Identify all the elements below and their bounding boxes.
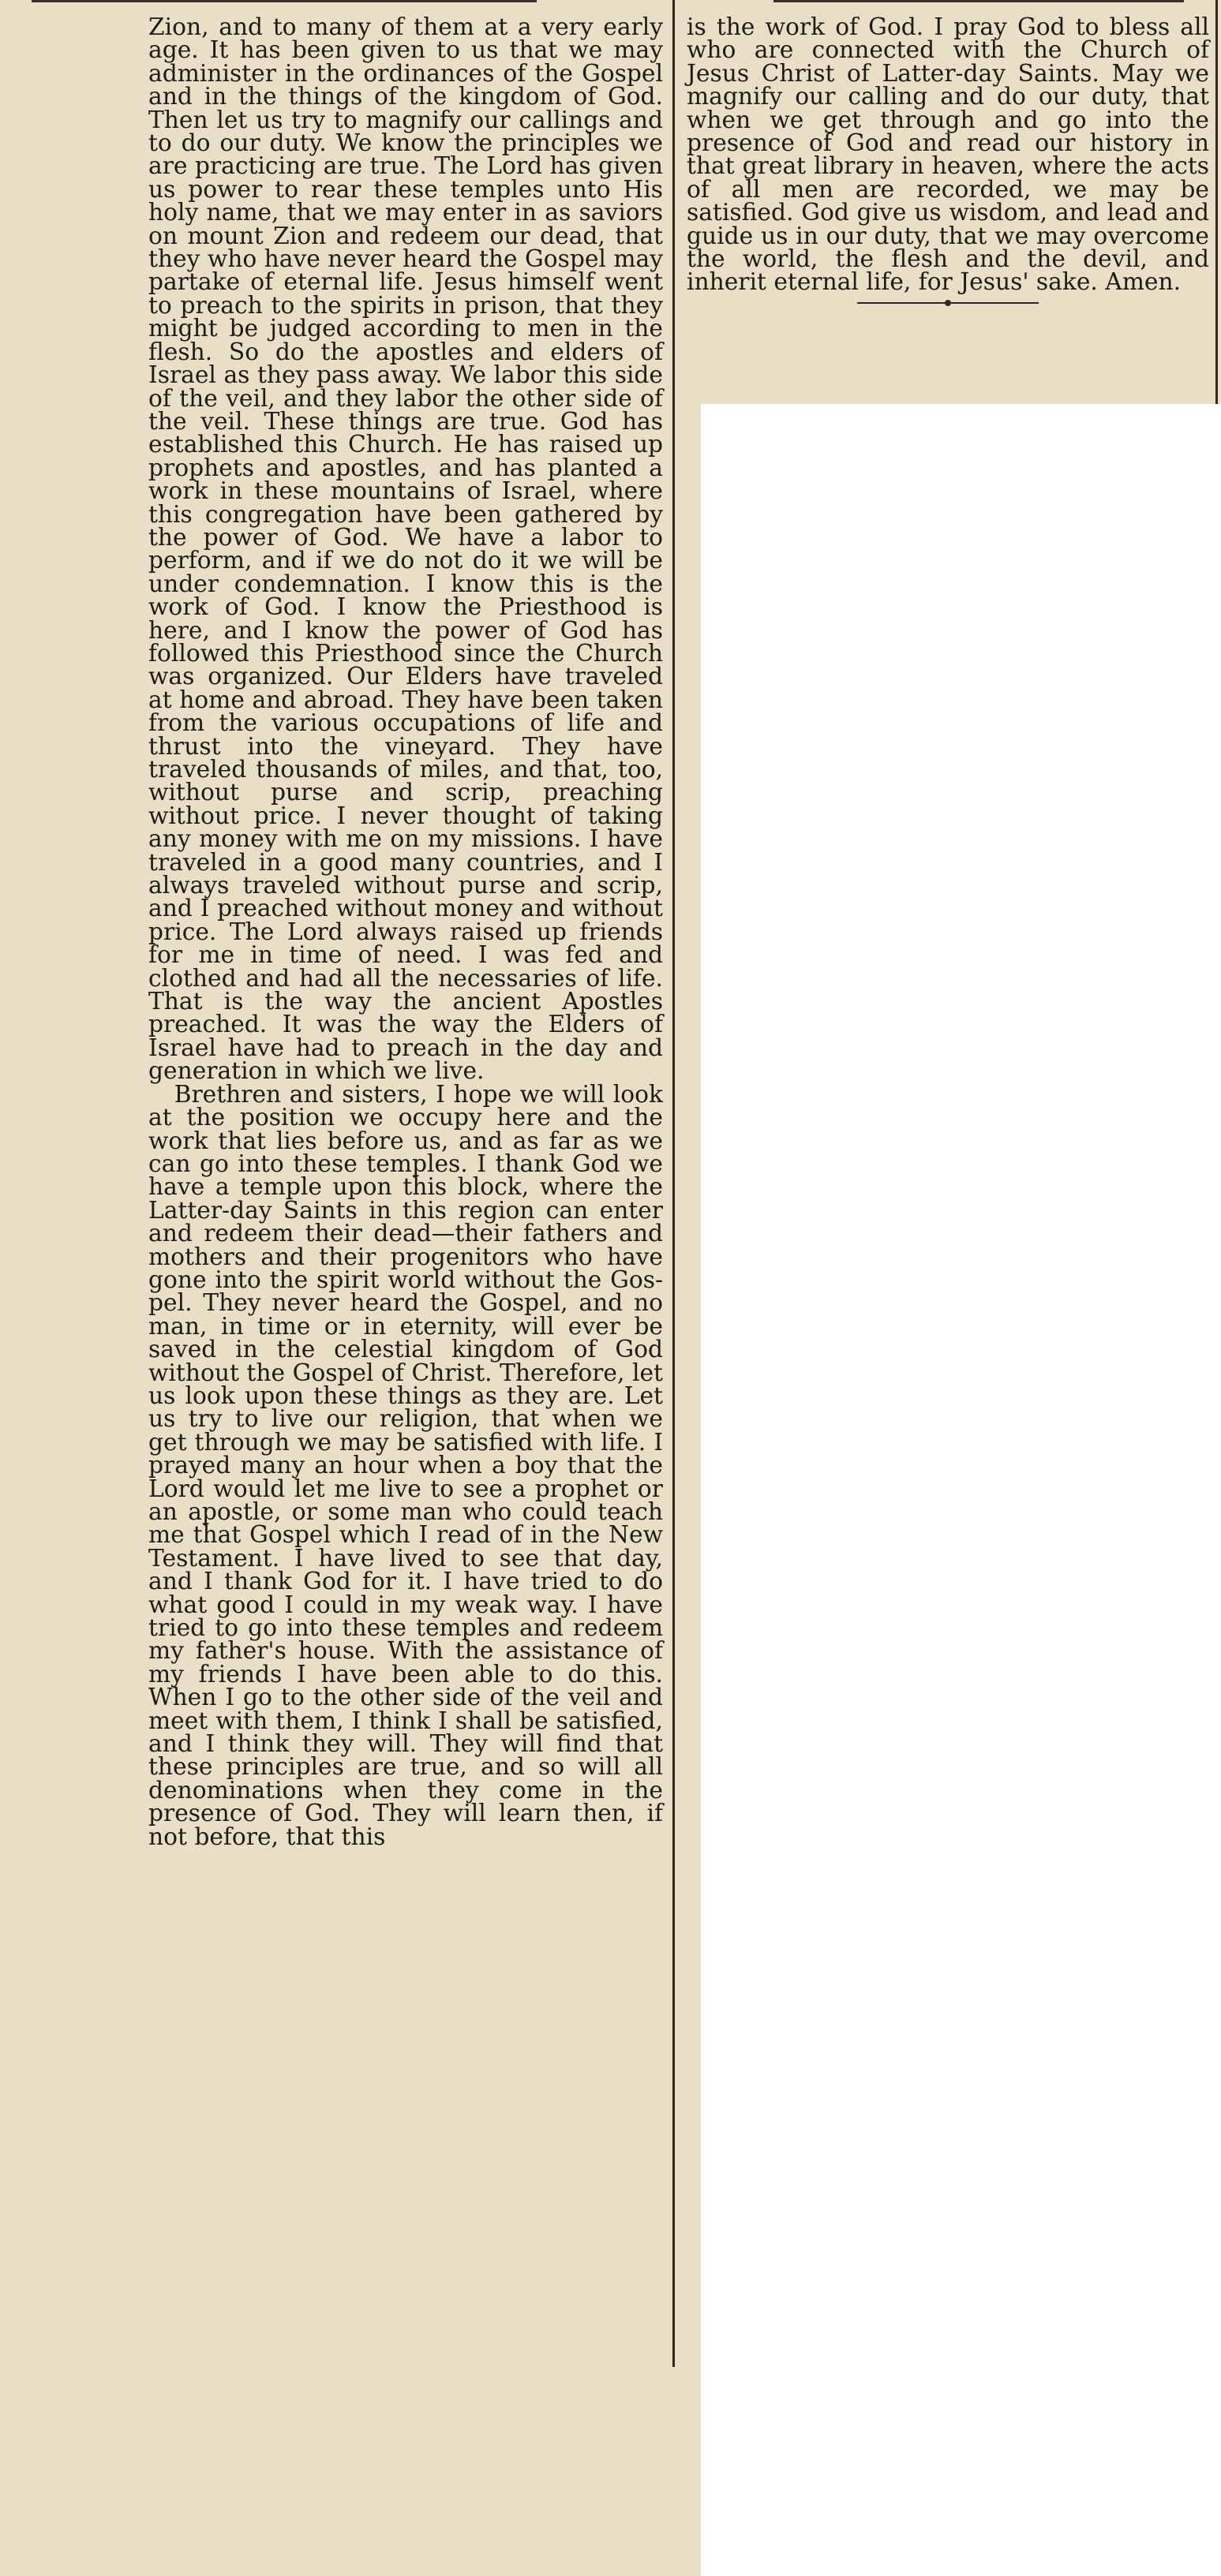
end-ornament-rule bbox=[857, 302, 1039, 304]
right-column-border bbox=[1215, 0, 1218, 404]
top-rule-right bbox=[773, 0, 1184, 2]
paragraph: Brethren and sisters, I hope we will look at the position we occupy here and the work that lies before us, and as far as we can go into these temples. I thank God we have a temple upon this block, where the Latter-day Saints in this region can enter and redeem their dead—their fathers and mothers and their progenitors who have gone into the spirit world without the Gospel. They never heard the Gospel, and no man, in time or in eternity, will ever be saved in the celestial kingdom of God without the Gospel of Christ. Therefore, let us look upon these things as they are. Let us try to live our religion, that when we get through we may be satisfied with life. I prayed many an hour when a boy that the Lord would let me live to see a prophet or an apostle, or some man who could teach me that Gospel which I read of in the New Testament. I have lived to see that day, and I thank God for it. I have tried to do what good I could in my weak way. I have tried to go into these temples and redeem my father's house. With the assistance of my friends I have been able to do this. When I go to the other side of the veil and meet with them, I think I shall be satisfied, and I think they will. They will find that these principles are true, and so will all denominations when they come in the presence of God. They will learn then, if not before, that this bbox=[148, 1080, 663, 1851]
text-column-right bbox=[687, 13, 1209, 304]
paragraph: is the work of God. I pray God to bless all who are connected with the Church of Jesus Christ of Latter-day Saints. May we magnify our calling and do our duty, that when we get through and go into the presence of God and read our history in that great library in heaven, where the acts of all men are recorded, we may be satisfied. God give us wisdom, and lead and guide us in our duty, that we may overcome the world, the flesh and the devil, and inherit eternal life, for Jesus' sake. Amen. bbox=[687, 13, 1209, 297]
top-rule-left bbox=[32, 0, 537, 2]
text-column-left bbox=[148, 13, 663, 1851]
paragraph: Zion, and to many of them at a very early age. It has been given to us that we may administer in the ordinances of the Gospel and in the things of the kingdom of God. Then let us try to magnify our callings and to do our duty. We know the principles we are practicing are true. The Lord has given us power to rear these temples unto His holy name, that we may enter in as saviors on mount Zion and redeem our dead, that they who have never heard the Gospel may partake of eternal life. Jesus himself went to preach to the spirits in prison, that they might be judged according to men in the flesh. So do the apostles and elders of Israel as they pass away. We labor this side of the veil, and they labor the other side of the veil. These things are true. God has established this Church. He has raised up prophets and apostles, and has planted a work in these mountains of Israel, where this congregation have been gathered by the power of God. We have a labor to perform, and if we do not do it we will be under condemnation. I know this is the work of God. I know the Priesthood is here, and I know the power of God has followed this Priesthood since the Church was organized. Our Elders have traveled at home and abroad. They have been taken from the various occupations of life and thrust into the vineyard. They have traveled thousands of miles, and that, too, without purse and scrip, preaching without price. I never thought of taking any money with me on my missions. I have traveled in a good many countries, and I always traveled without purse and scrip, and I preached without money and without price. The Lord always raised up friends for me in time of need. I was fed and clothed and had all the necessaries of life. That is the way the ancient Apostles preached. It was the way the Elders of Israel have had to preach in the day and generation in which we live. bbox=[148, 13, 663, 1086]
column-divider bbox=[672, 0, 675, 2367]
